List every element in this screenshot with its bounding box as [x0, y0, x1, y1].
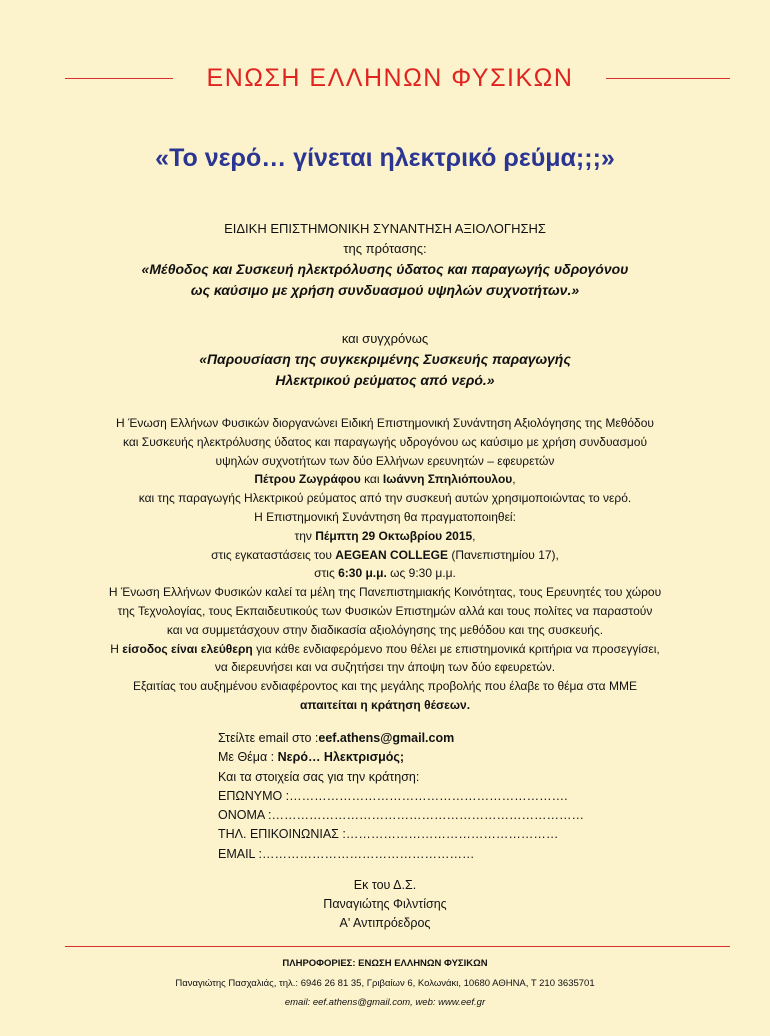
body-line: της Τεχνολογίας, τους Εκπαιδευτικούς των Φυσικών Επιστημών αλλά και τους πολίτες να παραστούν [117, 603, 653, 618]
date-line: την Πέμπτη 29 Οκτωβρίου 2015, [294, 528, 476, 543]
inventor-2: Ιωάννη Σπηλιόπουλου [382, 472, 513, 487]
of-proposal: της πρότασης: [343, 241, 427, 256]
footer-rule [65, 946, 730, 947]
entry-line: Η είσοδος είναι ελεύθερη για κάθε ενδιαφερόμενο που θέλει με επιστημονικά κριτήρια να προσεγγίσει, [110, 641, 660, 656]
event-date: Πέμπτη 29 Οκτωβρίου 2015 [315, 528, 473, 543]
surname-field: ΕΠΩΝΥΜΟ :…………………………………………………………. [218, 788, 568, 803]
reservation-required: απαιτείται η κράτηση θέσεων. [299, 697, 471, 712]
footer-contact: Παναγιώτης Πασχαλιάς, τηλ.: 6946 26 81 35, Γριβαίων 6, Κολωνάκι, 10680 ΑΘΗΝΑ, Τ 210 3635701 [175, 978, 595, 989]
signature-block [0, 876, 770, 933]
header-rule-right [606, 78, 730, 79]
phone-field: ΤΗΛ. ΕΠΙΚΟΙΝΩΝΙΑΣ :…………………………………………… [218, 827, 559, 842]
start-time: 6:30 μ.μ. [338, 566, 387, 581]
organization-title: ΕΝΩΣΗ ΕΛΛΗΝΩΝ ΦΥΣΙΚΩΝ [206, 64, 574, 92]
header-rule-left [65, 78, 173, 79]
inventors-line: Πέτρου Ζωγράφου και Ιωάννη Σπηλιόπουλου, [254, 472, 516, 487]
signature-role: Α' Αντιπρόεδρος [339, 916, 431, 930]
event-title: «Το νερό… γίνεται ηλεκτρικό ρεύμα;;;» [155, 144, 615, 172]
body-line: Η Επιστημονική Συνάντηση θα πραγματοποιηθεί: [254, 509, 516, 524]
meeting-type: ΕΙΔΙΚΗ ΕΠΙΣΤΗΜΟΝΙΚΗ ΣΥΝΑΝΤΗΣΗ ΑΞΙΟΛΟΓΗΣΗΣ [224, 221, 546, 236]
proposal-line-1: «Μέθοδος και Συσκευή ηλεκτρόλυσης ύδατος και παραγωγής υδρογόνου [141, 261, 629, 277]
body-line: Εξαιτίας του αυξημένου ενδιαφέροντος και της μεγάλης προβολής που έλαβε το θέμα στα ΜΜΕ [133, 679, 637, 694]
body-line: Η Ένωση Ελλήνων Φυσικών καλεί τα μέλη της Πανεπιστημιακής Κοινότητας, τους Ερευνητές του χώρου [108, 585, 662, 600]
venue-line: στις εγκαταστάσεις του AEGEAN COLLEGE (Πανεπιστημίου 17), [211, 547, 559, 562]
inventor-1: Πέτρου Ζωγράφου [254, 472, 361, 487]
time-line: στις 6:30 μ.μ. ως 9:30 μ.μ. [314, 566, 456, 581]
footer-web-links[interactable]: email: eef.athens@gmail.com, web: www.eef.gr [284, 997, 486, 1008]
meeting-block [0, 219, 770, 301]
presentation-line-2: Ηλεκτρικού ρεύματος από νερό.» [275, 372, 495, 388]
subject-line: Με Θέμα : Νερό… Ηλεκτρισμός; [218, 750, 405, 765]
body-line: και Συσκευής ηλεκτρόλυσης ύδατος και παραγωγής υδρογόνου ως καύσιμο με χρήση συνδυασμού [122, 434, 648, 449]
signature-name: Παναγιώτης Φιλντίσης [323, 897, 447, 911]
body-line: και να συμμετάσχουν στην διαδικασία αξιολόγησης της μεθόδου και της συσκευής. [166, 622, 604, 637]
presentation-block [0, 329, 770, 391]
email-field: EMAIL :…………………………………………… [218, 846, 475, 861]
free-entry: είσοδος είναι ελεύθερη [122, 641, 253, 656]
body-line: υψηλών συχνοτήτων των δύο Ελλήνων ερευνητών – εφευρετών [215, 453, 555, 468]
venue-name: AEGEAN COLLEGE [335, 547, 448, 562]
name-field: ΟΝΟΜΑ :………………………………………………………………… [218, 808, 584, 823]
proposal-line-2: ως καύσιμο με χρήση συνδυασμού υψηλών συχνοτήτων.» [190, 282, 580, 298]
and-simultaneously: και συγχρόνως [341, 331, 429, 346]
footer-info: ΠΛΗΡΟΦΟΡΙΕΣ: ΕΝΩΣΗ ΕΛΛΗΝΩΝ ΦΥΣΙΚΩΝ [282, 958, 488, 969]
email-subject: Νερό… Ηλεκτρισμός; [277, 750, 405, 765]
reservation-form [218, 729, 584, 864]
details-line: Και τα στοιχεία σας για την κράτηση: [218, 769, 420, 784]
body-line: να διερευνήσει και να συζητήσει την άποψη των δύο εφευρετών. [214, 660, 556, 675]
body-text [40, 414, 730, 715]
signature-on-behalf: Εκ του Δ.Σ. [353, 878, 417, 892]
contact-email-link[interactable]: eef.athens@gmail.com [318, 731, 455, 745]
email-instruction: Στείλτε email στο :eef.athens@gmail.com [218, 731, 455, 745]
header [0, 62, 770, 94]
presentation-line-1: «Παρουσίαση της συγκεκριμένης Συσκευής παραγωγής [199, 351, 571, 367]
body-line: και της παραγωγής Ηλεκτρικού ρεύματος από την συσκευή αυτών χρησιμοποιώντας το νερό. [138, 491, 632, 506]
body-line: Η Ένωση Ελλήνων Φυσικών διοργανώνει Ειδική Επιστημονική Συνάντηση Αξιολόγησης της Μεθόδου [116, 416, 654, 430]
